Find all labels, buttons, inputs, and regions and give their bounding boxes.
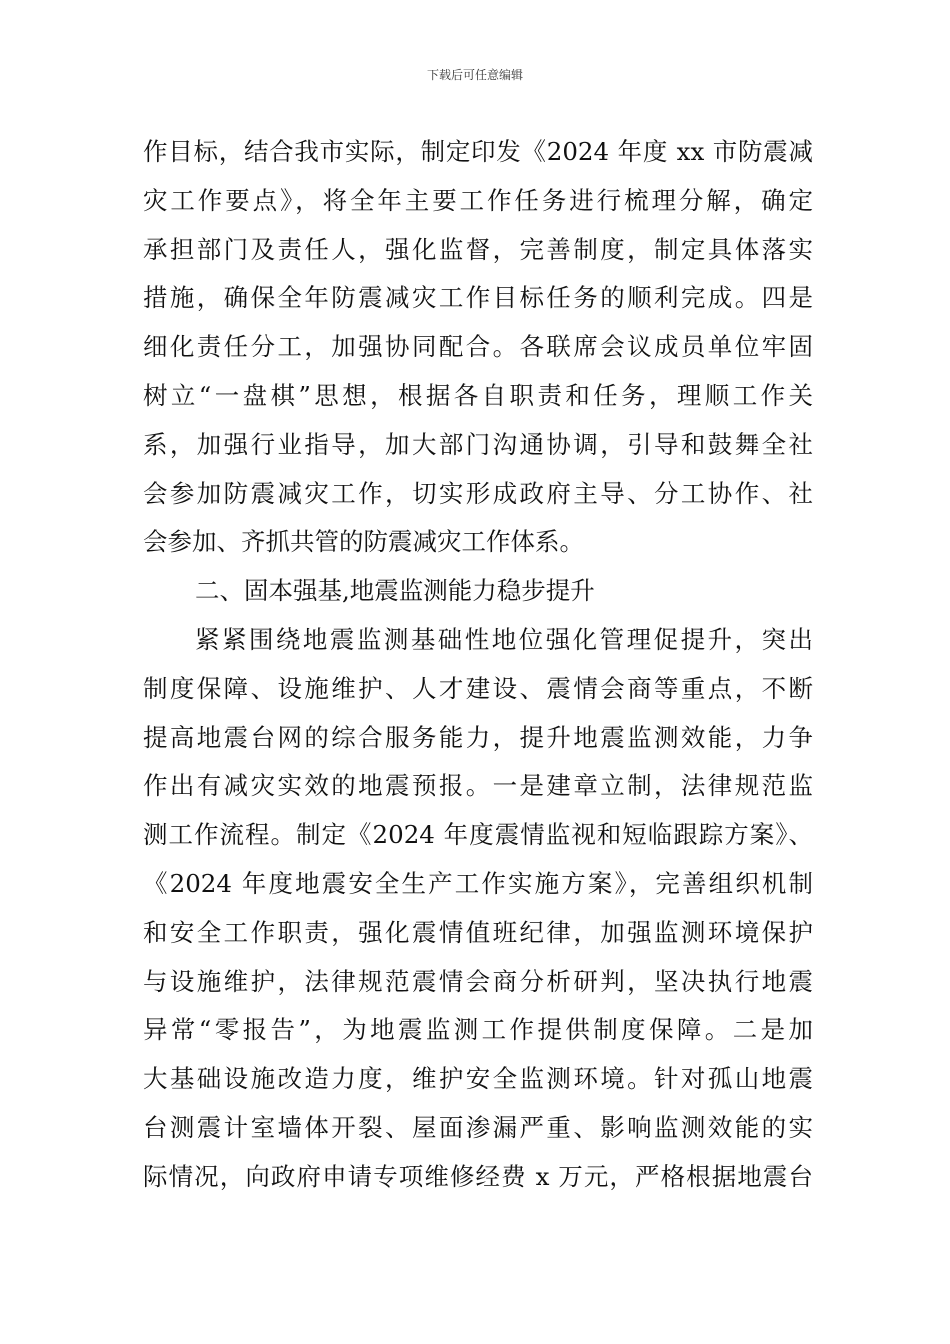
text-line: 提高地震台网的综合服务能力，提升地震监测效能，力争 xyxy=(143,722,813,752)
text-line: 系，加强行业指导，加大部门沟通协调，引导和鼓舞全社 xyxy=(143,429,813,459)
text-line: 与设施维护，法律规范震情会商分析研判，坚决执行地震 xyxy=(143,966,813,996)
text-line: 灾工作要点》，将全年主要工作任务进行梳理分解，确定 xyxy=(143,185,813,215)
text-line: 紧紧围绕地震监测基础性地位强化管理促提升，突出 xyxy=(195,624,813,654)
document-body xyxy=(143,128,813,1202)
text-line: 测工作流程。制定《2024 年度震情监视和短临跟踪方案》、 xyxy=(143,820,813,850)
text-line: 大基础设施改造力度，维护安全监测环境。针对孤山地震 xyxy=(143,1064,813,1094)
text-line: 《2024 年度地震安全生产工作实施方案》，完善组织机制 xyxy=(143,868,813,898)
text-line: 异常“零报告”，为地震监测工作提供制度保障。二是加 xyxy=(143,1015,813,1045)
text-line: 制度保障、设施维护、人才建设、震情会商等重点，不断 xyxy=(143,673,813,703)
text-line: 作出有减灾实效的地震预报。一是建章立制，法律规范监 xyxy=(143,771,813,801)
text-line: 际情况，向政府申请专项维修经费 x 万元，严格根据地震台 xyxy=(143,1161,813,1191)
text-line: 承担部门及责任人，强化监督，完善制度，制定具体落实 xyxy=(143,234,813,264)
page-header-note: 下载后可任意编辑 xyxy=(426,68,523,82)
text-line: 台测震计室墙体开裂、屋面渗漏严重、影响监测效能的实 xyxy=(143,1112,813,1142)
text-line: 会参加防震减灾工作，切实形成政府主导、分工协作、社 xyxy=(143,478,813,508)
text-line: 措施，确保全年防震减灾工作目标任务的顺利完成。四是 xyxy=(143,283,813,313)
text-line: 和安全工作职责，强化震情值班纪律，加强监测环境保护 xyxy=(143,917,813,947)
text-line: 树立“一盘棋”思想，根据各自职责和任务，理顺工作关 xyxy=(143,380,813,410)
text-line: 作目标，结合我市实际，制定印发《2024 年度 xx 市防震减 xyxy=(143,137,813,166)
text-line: 细化责任分工，加强协同配合。各联席会议成员单位牢固 xyxy=(143,332,813,362)
section-heading: 二、固本强基,地震监测能力稳步提升 xyxy=(195,576,595,606)
text-line: 会参加、齐抓共管的防震减灾工作体系。 xyxy=(143,527,584,557)
